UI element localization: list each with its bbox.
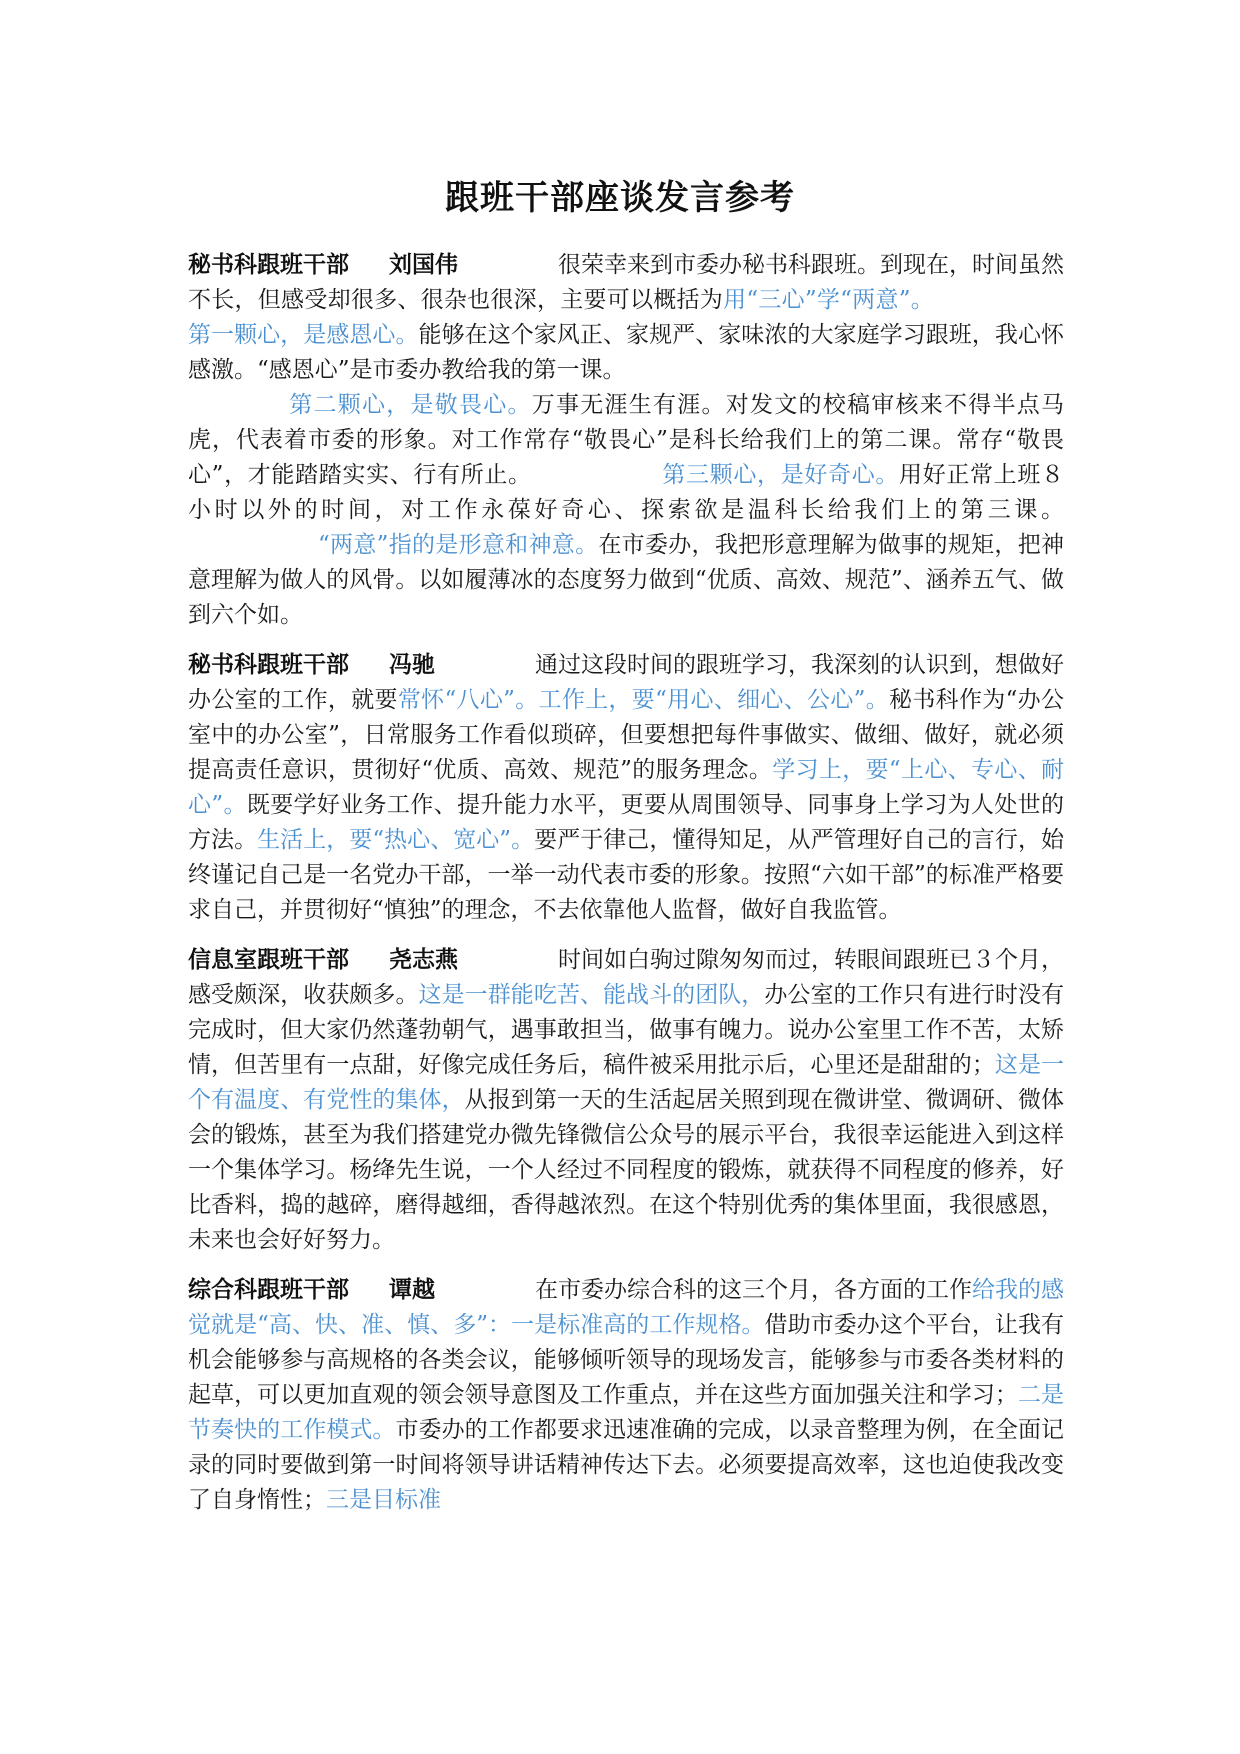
highlight-text: 这是一个有温度、有党性的集体，: [188, 1052, 1065, 1113]
highlight-text: 三是目标准: [326, 1487, 441, 1513]
highlight-text: 用“三心”学“两意”。: [723, 287, 934, 313]
highlight-text: 第一颗心，是感恩心。: [188, 322, 419, 348]
highlight-text: 这是一群能吃苦、能战斗的团队，: [418, 982, 765, 1008]
speech-text: 秘书科作为“办公室中的办公室”，日常服务工作看似琐碎，但要想把每件事做实、做细、做好，就必须提高责任意识，贯彻好“优质、高效、规范”的服务理念。: [188, 687, 1064, 783]
speech-paragraph-1: [188, 248, 1064, 633]
highlight-text: 第二颗心，是敬畏心。: [288, 392, 532, 418]
speech-paragraph-3: [188, 943, 1064, 1258]
highlight-text: 常怀“八心”。工作上，要“用心、细心、公心”。: [397, 687, 890, 713]
speech-paragraph-2: [188, 648, 1064, 928]
speech-text: 既要学好业务工作、提升能力水平，更要从周围领导、同事身上学习为人处世的方法。: [188, 792, 1065, 853]
document-body: [188, 248, 1064, 1533]
speaker-dept: 信息室跟班干部: [188, 947, 349, 973]
highlight-text: 二是节奏快的工作模式。: [188, 1382, 1065, 1443]
speaker-name: 谭越: [389, 1277, 435, 1303]
speech-text: 从报到第一天的生活起居关照到现在微讲堂、微调研、微体会的锻炼，甚至为我们搭建党办微先锋微信公众号的展示平台，我很幸运能进入到这样一个集体学习。杨绛先生说，一个人经过不同程度的锻炼，就获得不同程度的修养，好比香料，捣的越碎，磨得越细，香得越浓烈。在这个特别优秀的集体里面，我很感恩，未来也会好好努力。: [188, 1087, 1065, 1253]
speech-text: 用好正常上班８小时以外的时间，对工作永葆好奇心、探索欲是温科长给我们上的第三课。: [188, 462, 1065, 523]
speech-text: 通过这段时间的跟班学习，我深刻的认识到，想做好办公室的工作，就要: [188, 652, 1064, 713]
highlight-text: “两意”指的是形意和神意。: [318, 532, 599, 558]
speech-paragraph-4: [188, 1273, 1064, 1518]
speech-text: 市委办的工作都要求迅速准确的完成，以录音整理为例，在全面记录的同时要做到第一时间将领导讲话精神传达下去。必须要提高效率，这也迫使我改变了自身惰性；: [188, 1417, 1065, 1513]
speaker-dept: 秘书科跟班干部: [188, 252, 349, 278]
speaker-name: 冯驰: [389, 652, 435, 678]
speech-text: 要严于律己，懂得知足，从严管理好自己的言行，始终谨记自己是一名党办干部，一举一动代表市委的形象。按照“六如干部”的标准严格要求自己，并贯彻好“慎独”的理念，不去依靠他人监督，做好自我监管。: [188, 827, 1065, 923]
speaker-name: 尧志燕: [389, 947, 458, 973]
speech-text: 在市委办综合科的这三个月，各方面的工作: [535, 1277, 972, 1303]
speaker-dept: 综合科跟班干部: [188, 1277, 349, 1303]
highlight-text: 学习上，要“上心、专心、耐心”。: [188, 757, 1064, 818]
speech-text: 办公室的工作只有进行时没有完成时，但大家仍然蓬勃朝气，遇事敢担当，做事有魄力。说办公室里工作不苦，太矫情，但苦里有一点甜，好像完成任务后，稿件被采用批示后，心里还是甜甜的；: [188, 982, 1065, 1078]
highlight-text: 给我的感觉就是“高、快、准、慎、多”：一是标准高的工作规格。: [188, 1277, 1064, 1338]
speech-text: 在市委办，我把形意理解为做事的规矩，把神意理解为做人的风骨。以如履薄冰的态度努力做到“优质、高效、规范”、涵养五气、做到六个如。: [188, 532, 1064, 628]
speech-text: 时间如白驹过隙匆匆而过，转眼间跟班已３个月，感受颇深，收获颇多。: [188, 947, 1064, 1008]
speech-text: 很荣幸来到市委办秘书科跟班。到现在，时间虽然不长，但感受却很多、很杂也很深，主要可以概括为: [188, 252, 1064, 313]
highlight-text: 第三颗心，是好奇心。: [661, 462, 900, 488]
speaker-name: 刘国伟: [389, 252, 458, 278]
highlight-text: 生活上，要“热心、宽心”。: [257, 827, 535, 853]
speaker-dept: 秘书科跟班干部: [188, 652, 349, 678]
speech-text: 万事无涯生有涯。对发文的校稿审核来不得半点马虎，代表着市委的形象。对工作常存“敬畏心”是科长给我们上的第二课。常存“敬畏心”，才能踏踏实实、行有所止。: [188, 392, 1064, 488]
speech-text: 能够在这个家风正、家规严、家味浓的大家庭学习跟班，我心怀感激。“感恩心”是市委办教给我的第一课。: [188, 322, 1065, 383]
speech-text: 借助市委办这个平台，让我有机会能够参与高规格的各类会议，能够倾听领导的现场发言，能够参与市委各类材料的起草，可以更加直观的领会领导意图及工作重点，并在这些方面加强关注和学习；: [188, 1312, 1064, 1408]
document-title: 跟班干部座谈发言参考: [445, 178, 795, 218]
